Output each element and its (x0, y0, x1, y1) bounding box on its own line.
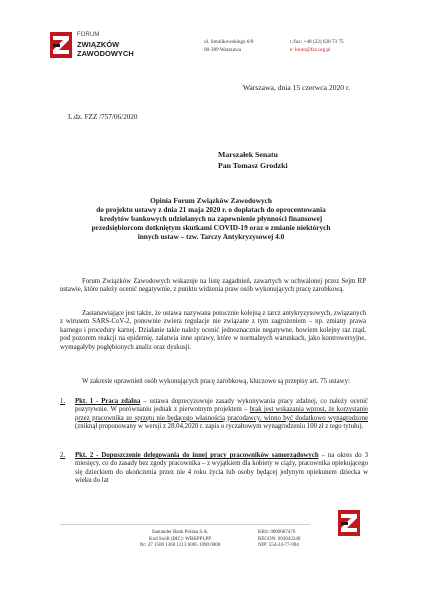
paragraph-intro-text: Forum Związków Zawodowych wskazuje na listę zagadnień, zawartych w uchwalonej przez Sejm RP ustawie, które należy ocenić negatywnie, z punktu widzenia praw osób wykonujących pracę zarobkową. (60, 278, 366, 294)
header-email-link[interactable]: e: biuro@fzz.org.pl (290, 47, 331, 53)
header-street: ul. Smulikowskiego 6/8 (204, 39, 254, 45)
paragraph-art75 (60, 378, 366, 386)
title-line-1: Opinia Forum Związków Zawodowych (150, 196, 272, 205)
footer-krs: KRS: 0000087470 (258, 530, 296, 535)
footer-nip: NIP: 554-24-77-994 (258, 543, 299, 549)
letter-date: Warszawa, dnia 15 czerwca 2020 r. (242, 83, 350, 92)
footer-registry-block (258, 530, 300, 550)
footer-logo-icon (338, 510, 360, 536)
brand-name-line3: ZAWODOWYCH (77, 49, 134, 58)
list-number-1: 1. (60, 398, 66, 405)
header-phone-fax: t./fax: +48 (22) 628 73 75 (290, 39, 344, 45)
paragraph-intro (60, 278, 366, 295)
paragraph-critique (60, 310, 366, 352)
recipient-name: Pan Tomasz Grodzki (218, 161, 288, 170)
title-line-3: kredytów bankowych udzielanych na zapewnienie płynności finansowej (99, 214, 323, 223)
footer-divider (60, 524, 310, 525)
title-line-5: innych ustaw – tzw. Tarczy Antykryzysowej 4.0 (137, 232, 285, 241)
list-item-remote-work (60, 398, 368, 432)
item1-text2: (zniknął proponowany w wersji z 28.04.2020 r. zapis o ryczałtowym wynagrodzeniu 100 zł z tego tytułu). (75, 423, 364, 431)
brand-name-line1: FORUM (77, 32, 100, 38)
title-line-4: przedsiębiorcom dotkniętym skutkami COVID-19 oraz o zmianie niektórych (91, 223, 331, 232)
brand-name-line2: ZWIĄZKÓW (77, 40, 120, 49)
title-line-2: do projektu ustawy z dnia 21 maja 2020 r. o dopłatach do oprocentowania (96, 205, 326, 214)
footer-regon: REGON: 093043340 (258, 536, 301, 542)
paragraph-critique-text: Zastanawiające jest także, że ustawa nazywana potocznie kolejną z tarcz antykryzysowych, związanych z wirusem SARS-CoV-2, ponownie zwiera regulacje nie związane z tym zagrożeniem – np. zmiany prawa karnego i procedury karnej. Działanie takie należy ocenić jednoznacznie negatywne, bowiem kolejny raz rząd, pod pozorem reakcji na epidemię, załatwia inne sprawy, które w normalnych warunkach, jako kontrowersyjne, wymagałyby pogłębionych analiz oraz dyskusji. (60, 310, 366, 351)
opinion-title (58, 196, 364, 241)
item1-underlined: brak jest wskazania wprost, że korzystanie przez pracownika ze sprzętu nie będącego własnością pracodawcy, winno być dodatkowo wynagrodzone (75, 406, 369, 422)
header-city: 00-389 Warszawa (204, 47, 242, 53)
reference-number: L.dz. FZZ /757/06/2020 (68, 113, 138, 121)
fzz-logo-icon (50, 32, 72, 58)
item2-text1: – na okres do 3 miesięcy, co do zasady bez zgody pracownika – z wyjątkiem dla kobiety w ciąży, pracownika opiekującego się dzieckiem do ukończenia przez nie 4 roku życia lub osoby będącej jedynym opiekunem dziecka w wieku do lat (75, 452, 368, 485)
item2-heading: Pkt. 2 - Dopuszczenie delegowania do innej pracy pracowników samorządowych (75, 452, 319, 459)
footer-swift: Kod Swift (BIC): WBKPPLPP (148, 536, 211, 542)
footer-bank: Santander Bank Polska S.A. (151, 530, 209, 535)
footer-bank-block (120, 530, 240, 550)
list-number-2: 2. (60, 452, 66, 459)
recipient-title: Marszałek Senatu (218, 150, 278, 159)
item1-text1: – ustawa doprecyzowuje zasady wykonywania pracy zdalnej, co należy ocenić pozytywnie. W porównaniu jednak z pierwotnym projektem – (75, 398, 368, 414)
paragraph-art75-text: W zakresie uprawnień osób wykonujących pracę zarobkową, kluczowe są przepisy art. 75 ustawy: (82, 378, 350, 385)
footer-account: Nr: 47 1500 1360 1213 6005 1090 0000 (139, 543, 221, 549)
item1-heading: Pkt. 1 - Praca zdalna (75, 398, 141, 405)
list-item-delegation (60, 452, 368, 486)
